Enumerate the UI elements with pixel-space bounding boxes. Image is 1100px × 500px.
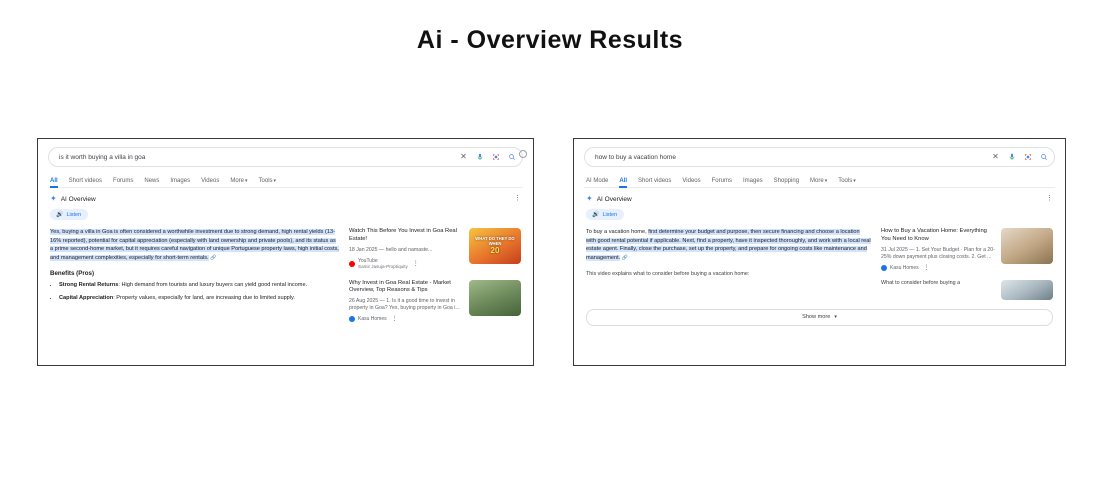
ai-overview-sources-right (881, 228, 1053, 300)
browser-screenshot-right (573, 138, 1066, 366)
tab-label: Images (170, 178, 191, 184)
source-name: YouTube (358, 257, 378, 264)
source-thumbnail[interactable] (469, 228, 521, 264)
tab-images[interactable] (170, 178, 190, 187)
source-card-main (349, 280, 463, 323)
show-more-button[interactable] (586, 309, 1053, 326)
ai-overview-body-right (586, 228, 1053, 300)
source-card[interactable] (881, 228, 1053, 271)
youtube-favicon (349, 261, 355, 267)
tab-label: AI Mode (586, 178, 609, 184)
source-card[interactable] (349, 228, 521, 271)
source-card-main (349, 228, 463, 271)
tab-label: News (144, 178, 160, 184)
source-card[interactable] (349, 280, 521, 323)
source-title[interactable]: What to consider before buying a (881, 279, 961, 286)
tab-videos[interactable] (201, 178, 219, 187)
tab-forums[interactable] (712, 178, 732, 187)
tab-label: All (50, 178, 58, 184)
tab-label: More (810, 178, 824, 184)
tab-images[interactable] (743, 178, 763, 187)
tab-forums[interactable] (113, 178, 133, 187)
ai-overview-paragraph-highlight: first determine your budget and purpose, then secure financing and choose a location with good rental potential if applicable. Next, find a property, have it inspected thoroughly, and work with a local real estate agent. Finally, close the purchase, set up the property, and prepare for ongoing costs like maintenance and management. (586, 229, 871, 261)
bullet-text: : High demand from tourists and luxury buyers can yield good rental income. (118, 282, 308, 289)
tab-label: Short videos (638, 178, 672, 184)
tab-label: More (230, 178, 244, 184)
list-item (59, 281, 339, 289)
source-thumbnail[interactable] (1001, 228, 1053, 264)
more-options-icon[interactable]: ⋮ (923, 264, 930, 271)
close-icon[interactable]: ✕ (992, 152, 999, 161)
ai-overview-header-left (50, 195, 521, 203)
chevron-down-icon: ▾ (853, 178, 856, 184)
tab-label: Images (742, 178, 763, 184)
source-thumbnail[interactable] (469, 280, 521, 316)
listen-label: Listen (602, 211, 618, 218)
source-snippet: 31 Jul 2025 — 1. Set Your Budget · Plan for a 20-25% down payment plus closing costs. 2. Get ... (881, 246, 995, 260)
source-snippet: 18 Jan 2025 — hello and namaste... (349, 246, 433, 253)
tab-label: Videos (201, 178, 220, 184)
link-icon[interactable]: 🔗 (210, 254, 217, 261)
list-item (59, 294, 339, 302)
tab-all[interactable] (619, 178, 627, 187)
tab-label: Shopping (773, 178, 800, 184)
thumbnail-overlay-text (469, 228, 521, 264)
source-title[interactable]: Watch This Before You Invest in Goa Real Estate! (349, 228, 457, 242)
source-attribution (349, 258, 463, 271)
close-icon[interactable]: ✕ (460, 152, 467, 161)
browser-screenshot-left (37, 138, 534, 366)
source-name-block (358, 258, 408, 271)
ai-overview-body-left (50, 228, 521, 331)
thumbnail-number: 20 (490, 246, 500, 256)
source-title[interactable]: How to Buy a Vacation Home: Everything You Need to Know (881, 228, 987, 242)
ai-overview-text-right (586, 228, 871, 300)
ai-overview-paragraph: Yes, buying a villa in Goa is often considered a worthwhile investment due to strong demand, high rental yields (13-16% reported), potential for capital appreciation (especially with land ownership and private pools), and its status as a prime second-home market, but it requires careful navigation of unique Portuguese property laws, high initial costs, and management complexities, especially for short-term rentals. (50, 229, 339, 261)
search-bar-icons (459, 153, 516, 162)
chevron-down-icon: ▾ (824, 178, 828, 184)
bullet-lead: Strong Rental Returns (59, 282, 119, 289)
tab-short-videos[interactable] (638, 178, 671, 187)
search-tabs-right (584, 174, 1055, 188)
source-card-partial[interactable] (881, 280, 1053, 300)
page-title: Ai - Overview Results (416, 26, 684, 54)
source-attribution (881, 265, 995, 271)
listen-label: Listen (66, 211, 82, 218)
kasu-favicon (349, 316, 355, 322)
speaker-icon: 🔊 (56, 212, 64, 218)
ai-overview-sources-left (349, 228, 521, 331)
search-tabs-left (48, 174, 523, 188)
tab-label: Forums (113, 178, 134, 184)
source-snippet: 26 Aug 2025 — 1. Is it a good time to invest in property in Goa? Yes, buying property in Goa i... (349, 298, 460, 312)
chevron-down-icon: ▾ (834, 314, 837, 321)
search-bar-left[interactable] (48, 147, 523, 167)
ai-overview-text-left (50, 228, 339, 331)
ai-overview-video-note: This video explains what to consider before buying a vacation home: (586, 270, 750, 277)
tab-ai-mode[interactable] (586, 178, 608, 187)
tab-label: Videos (682, 178, 701, 184)
show-more-label: Show more (802, 314, 831, 321)
tab-label: Forums (711, 178, 732, 184)
ai-overview-header-right (586, 195, 1053, 203)
search-bar-right[interactable] (584, 147, 1055, 167)
more-options-icon[interactable]: ⋮ (514, 195, 521, 202)
listen-button-left[interactable] (50, 209, 88, 220)
lens-icon[interactable] (491, 153, 500, 162)
tab-all[interactable] (50, 178, 58, 187)
chevron-down-icon: ▾ (245, 178, 248, 184)
search-icon[interactable] (1039, 153, 1048, 162)
mic-icon[interactable] (1007, 153, 1016, 162)
tab-label: Short videos (68, 178, 103, 184)
ai-overview-paragraph-pre: To buy a vacation home, (586, 229, 649, 235)
more-options-icon[interactable]: ⋮ (1046, 195, 1053, 202)
search-icon[interactable] (507, 153, 516, 162)
search-bar-icons (991, 153, 1048, 162)
listen-button-right[interactable] (586, 209, 624, 220)
bullet-text: : Property values, especially for land, are increasing due to limited supply. (113, 294, 295, 301)
source-name: Kasu Homes (358, 316, 387, 323)
avatar[interactable] (519, 150, 527, 158)
tab-label: Tools (838, 178, 853, 184)
tab-tools[interactable] (259, 178, 277, 187)
tab-more[interactable] (810, 178, 827, 187)
tab-more[interactable] (230, 178, 247, 187)
tab-short-videos[interactable] (69, 178, 102, 187)
ai-overview-label: AI Overview (596, 195, 632, 203)
mic-icon[interactable] (475, 153, 484, 162)
tab-news[interactable] (144, 178, 159, 187)
sparkle-icon: ✦ (50, 194, 57, 203)
thumbnail-caption: WHAT DO THEY DO WHEN (475, 236, 515, 247)
source-card-main (881, 228, 995, 271)
tab-videos[interactable] (682, 178, 700, 187)
source-title[interactable]: Why Invest in Goa Real Estate - Market Overview, Top Reasons & Tips (349, 279, 451, 294)
ai-overview-label: AI Overview (60, 195, 96, 203)
speaker-icon: 🔊 (592, 212, 600, 218)
more-options-icon[interactable]: ⋮ (391, 316, 398, 323)
tab-label: Tools (258, 178, 273, 184)
tab-tools[interactable] (838, 178, 856, 187)
tab-shopping[interactable] (774, 178, 799, 187)
link-icon[interactable]: 🔗 (621, 254, 629, 261)
chevron-down-icon: ▾ (273, 178, 277, 184)
lens-icon[interactable] (1023, 153, 1032, 162)
ai-overview-section-heading: Benefits (Pros) (50, 269, 95, 277)
tab-label: All (619, 178, 628, 184)
search-input[interactable]: how to buy a vacation home (595, 153, 676, 161)
source-attribution (349, 316, 463, 322)
sparkle-icon: ✦ (586, 194, 593, 203)
more-options-icon[interactable]: ⋮ (412, 261, 419, 268)
ai-overview-bullets (50, 281, 339, 302)
kasu-favicon (881, 265, 887, 271)
bullet-lead: Capital Appreciation (59, 294, 114, 301)
source-thumbnail[interactable] (1001, 280, 1053, 300)
source-sub: Samir Jasuja-Proptiquity (358, 264, 408, 270)
search-input[interactable]: is it worth buying a villa in goa (59, 153, 146, 161)
source-name: Kasu Homes (890, 264, 919, 271)
